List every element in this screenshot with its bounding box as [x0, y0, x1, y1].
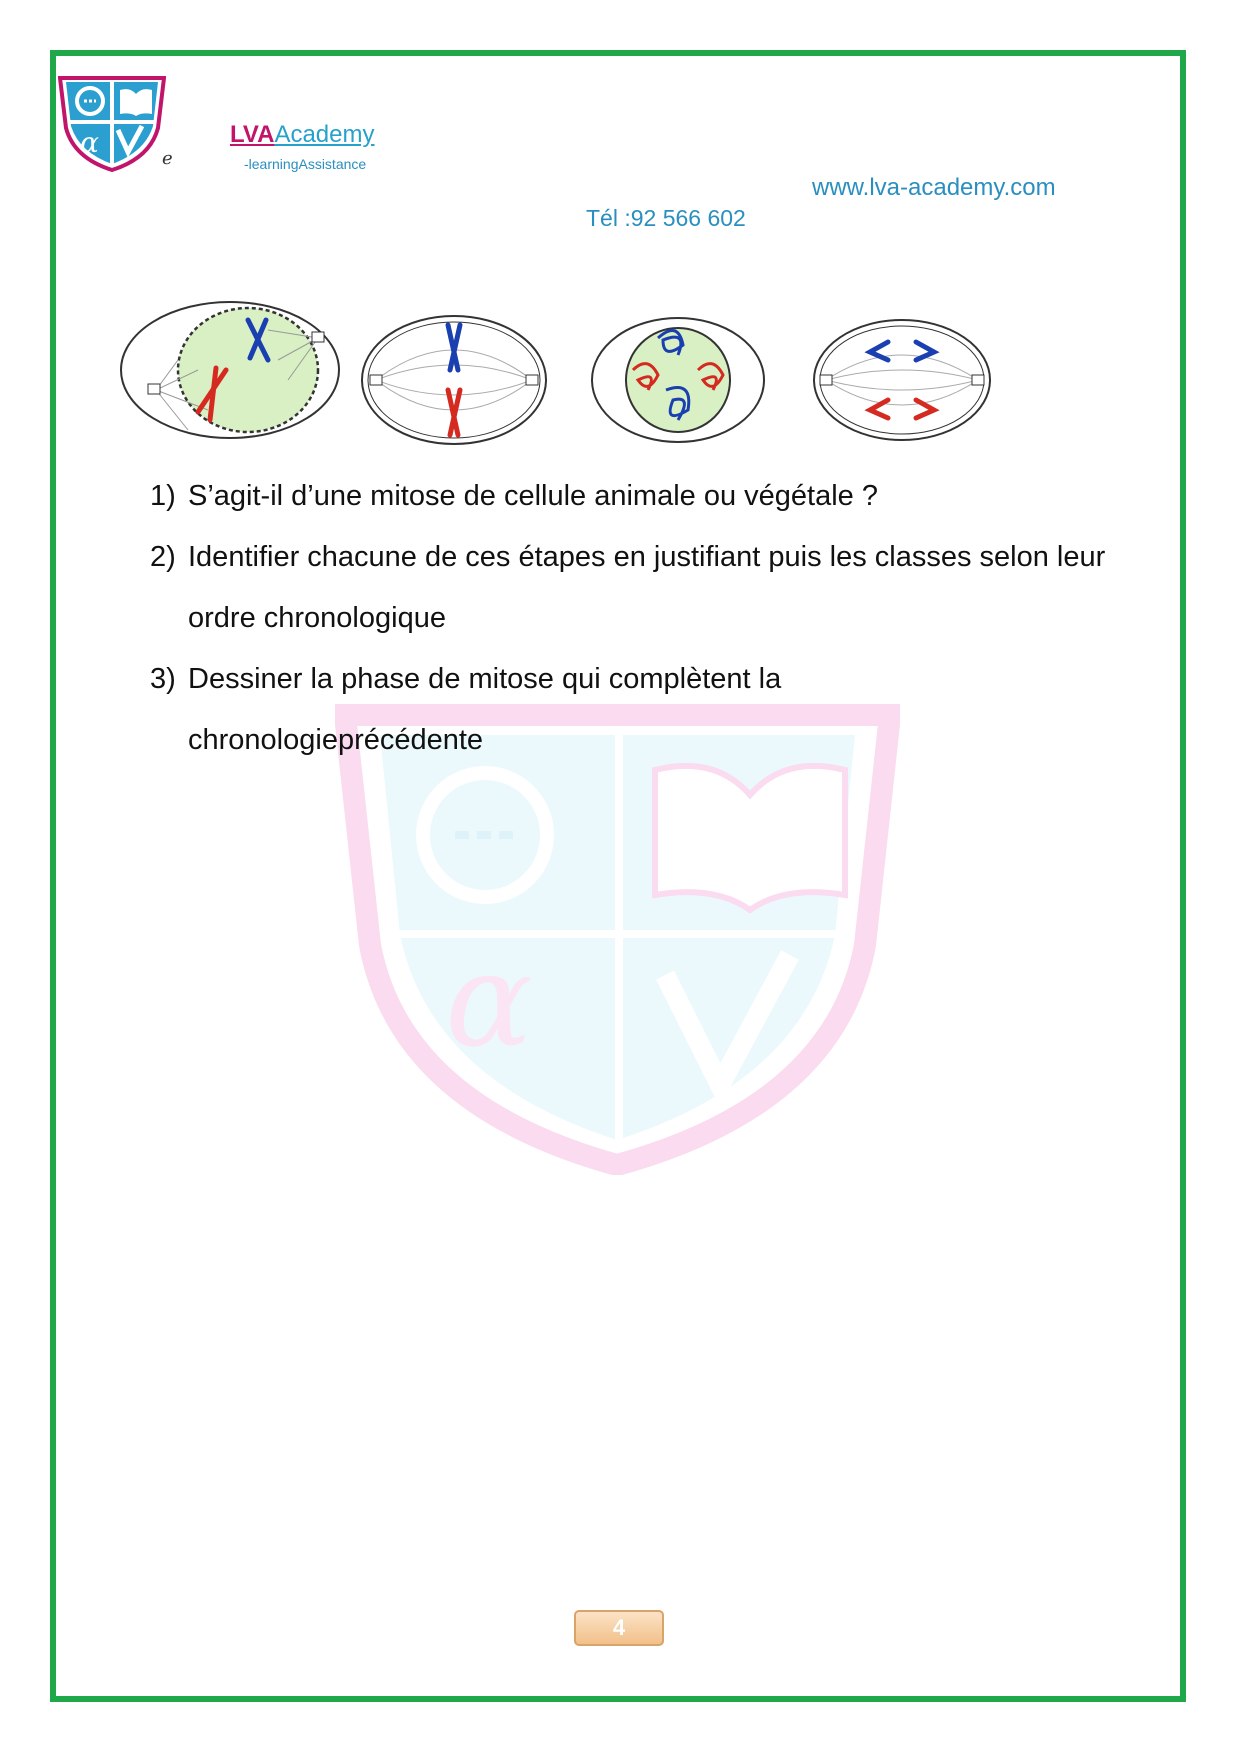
brand-academy: Academy: [274, 121, 375, 148]
question-number: 1): [150, 480, 176, 512]
brand-name[interactable]: [230, 121, 374, 149]
question-list: [150, 466, 1110, 771]
website-link[interactable]: www.lva-academy.com: [812, 174, 1056, 201]
question-text: Dessiner la phase de mitose qui complètent la chronologieprécédente: [188, 663, 782, 756]
page-number-badge: 4: [574, 1610, 664, 1646]
lva-logo: [58, 76, 166, 172]
logo-e-letter: e: [162, 148, 173, 169]
brand-tagline: -learningAssistance: [244, 156, 367, 172]
question-item: [150, 527, 1110, 649]
svg-text:α: α: [80, 126, 99, 159]
phone-number: Tél :92 566 602: [586, 205, 746, 231]
question-item: [150, 649, 1110, 771]
cell-metaphase: [362, 316, 546, 444]
question-text: S’agit-il d’une mitose de cellule animale ou végétale ?: [188, 480, 878, 512]
cell-prophase: [121, 302, 339, 438]
svg-text:α: α: [445, 924, 533, 1076]
cell-early-prophase: [592, 318, 764, 442]
brand-lva: LVA: [230, 121, 275, 148]
mitosis-figures: [118, 300, 1018, 460]
cell-anaphase: [814, 320, 990, 440]
question-number: 3): [150, 663, 176, 695]
question-text: Identifier chacune de ces étapes en justifiant puis les classes selon leur ordre chronologique: [188, 541, 1106, 634]
question-number: 2): [150, 541, 176, 573]
question-item: [150, 466, 1110, 527]
